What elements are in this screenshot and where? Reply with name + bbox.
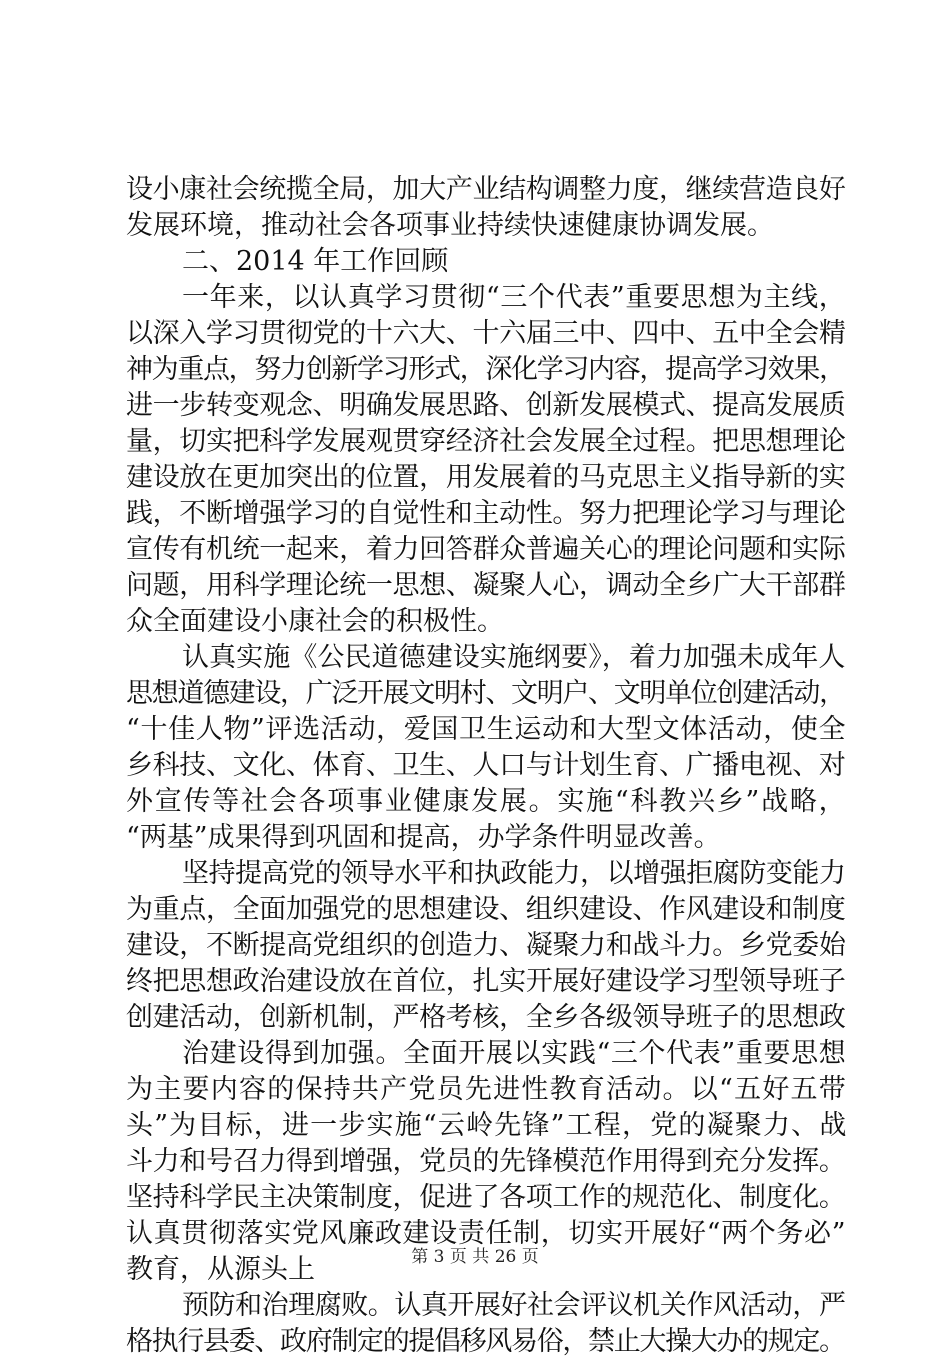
text-line: 头”为目标，进一步实施“云岭先锋”工程，党的凝聚力、战: [126, 1110, 848, 1141]
text-line: 设小康社会统揽全局，加大产业结构调整力度，继续营造良好: [126, 174, 846, 205]
text-line: 神为重点，努力创新学习形式，深化学习内容，提高学习效果，: [126, 354, 845, 385]
text-line: 坚持科学民主决策制度，促进了各项工作的规范化、制度化。: [126, 1182, 846, 1213]
text-line: 思想道德建设，广泛开展文明村、文明户、文明单位创建活动，: [126, 678, 845, 709]
text-line: 践，不断增强学习的自觉性和主动性。努力把理论学习与理论: [126, 498, 846, 529]
text-line: 为主要内容的保持共产党员先进性教育活动。以“五好五带: [126, 1074, 848, 1105]
text-line: “两基”成果得到巩固和提高，办学条件明显改善。: [126, 822, 721, 853]
text-line: 建设放在更加突出的位置，用发展着的马克思主义指导新的实: [126, 462, 846, 493]
text-line: 宣传有机统一起来，着力回答群众普遍关心的理论问题和实际: [126, 534, 846, 565]
text-line: 进一步转变观念、明确发展思路、创新发展模式、提高发展质: [126, 390, 846, 421]
text-line: 建设，不断提高党组织的创造力、凝聚力和战斗力。乡党委始: [126, 930, 846, 961]
text-line: 问题，用科学理论统一思想、凝聚人心，调动全乡广大干部群: [126, 570, 846, 601]
text-line: 预防和治理腐败。认真开展好社会评议机关作风活动，严: [182, 1290, 846, 1321]
text-line: 为重点，全面加强党的思想建设、组织建设、作风建设和制度: [126, 894, 846, 925]
text-line: 众全面建设小康社会的积极性。: [126, 606, 504, 637]
text-line: 认真实施《公民道德建设实施纲要》，着力加强未成年人: [182, 642, 846, 673]
text-line: 创建活动，创新机制，严格考核，全乡各级领导班子的思想政: [126, 1002, 846, 1033]
text-line: 坚持提高党的领导水平和执政能力，以增强拒腐防变能力: [182, 858, 846, 889]
text-line: 以深入学习贯彻党的十六大、十六届三中、四中、五中全会精: [126, 318, 846, 349]
text-line: 发展环境，推动社会各项事业持续快速健康协调发展。: [126, 210, 774, 241]
text-line: 二、2014 年工作回顾: [182, 246, 449, 277]
text-line: “十佳人物”评选活动，爱国卫生运动和大型文体活动，使全: [126, 714, 847, 745]
text-line: 治建设得到加强。全面开展以实践“三个代表”重要思想: [182, 1038, 847, 1069]
text-line: 乡科技、文化、体育、卫生、人口与计划生育、广播电视、对: [126, 750, 846, 781]
text-line: 格执行县委、政府制定的提倡移风易俗，禁止大操大办的规定。: [126, 1326, 845, 1357]
text-line: 认真贯彻落实党风廉政建设责任制，切实开展好“两个务必”: [126, 1218, 847, 1249]
text-line: 外宣传等社会各项事业健康发展。实施“科教兴乡”战略，: [126, 786, 848, 817]
text-line: 教育，从源头上: [126, 1254, 315, 1285]
page-footer: 第 3 页 共 26 页: [411, 1247, 539, 1267]
text-line: 终把思想政治建设放在首位，扎实开展好建设学习型领导班子: [126, 966, 846, 997]
text-line: 量，切实把科学发展观贯穿经济社会发展全过程。把思想理论: [126, 426, 846, 457]
text-line: 斗力和号召力得到增强，党员的先锋模范作用得到充分发挥。: [126, 1146, 846, 1177]
text-line: 一年来，以认真学习贯彻“三个代表”重要思想为主线，: [182, 282, 847, 313]
